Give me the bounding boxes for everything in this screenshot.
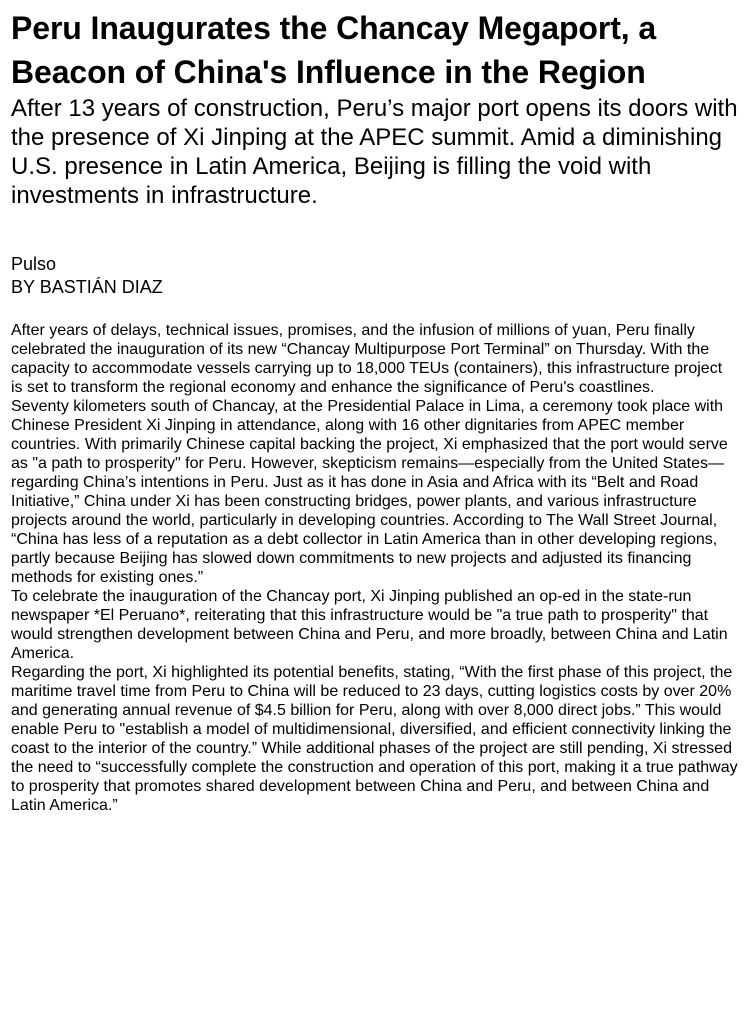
subheadline: After 13 years of construction, Peru’s major port opens its doors with the presence of Xi Jinping at the APEC summit. Amid a diminishing U.S. presence in Latin America, Beijing is filling the void with investments in infrastructure.	[11, 95, 738, 209]
article-meta	[11, 253, 738, 299]
headline: Peru Inaugurates the Chancay Megaport, a Beacon of China's Influence in the Region	[11, 10, 657, 90]
byline: BY BASTIÁN DIAZ	[11, 277, 163, 297]
article-paragraph: To celebrate the inauguration of the Chancay port, Xi Jinping published an op-ed in the state-run newspaper *El Peruano*, reiterating that this infrastructure would be "a true path to prosperity" that would strengthen development between China and Peru, and more broadly, between China and Latin America.	[11, 588, 728, 662]
article-body	[11, 321, 738, 815]
section-name: Pulso	[11, 254, 57, 274]
article-paragraph: Regarding the port, Xi highlighted its potential benefits, stating, “With the first phase of this project, the maritime travel time from Peru to China will be reduced to 23 days, cutting logistics costs by over 20% and generating annual revenue of $4.5 billion for Peru, along with over 8,000 direct jobs.” This would enable Peru to "establish a model of multidimensional, diversified, and efficient connectivity linking the coast to the interior of the country.” While additional phases of the project are still pending, Xi stressed the need to “successfully complete the construction and operation of this port, making it a true pathway to prosperity that promotes shared development between China and Peru, and between China and Latin America.”	[11, 664, 738, 814]
article-paragraph: Seventy kilometers south of Chancay, at the Presidential Palace in Lima, a ceremony took place with Chinese President Xi Jinping in attendance, along with 16 other dignitaries from APEC member countries. With primarily Chinese capital backing the project, Xi emphasized that the port would serve as "a path to prosperity" for Peru. However, skepticism remains—especially from the United States—regarding China’s intentions in Peru. Just as it has done in Asia and Africa with its “Belt and Road Initiative,” China under Xi has been constructing bridges, power plants, and various infrastructure projects around the world, particularly in developing countries. According to The Wall Street Journal, “China has less of a reputation as a debt collector in Latin America than in other developing regions, partly because Beijing has slowed down commitments to new projects and adjusted its financing methods for existing ones.”	[11, 398, 728, 586]
article-paragraph: After years of delays, technical issues, promises, and the infusion of millions of yuan, Peru finally celebrated the inauguration of its new “Chancay Multipurpose Port Terminal” on Thursday. With the capacity to accommodate vessels carrying up to 18,000 TEUs (containers), this infrastructure project is set to transform the regional economy and enhance the significance of Peru's coastlines.	[11, 322, 723, 396]
